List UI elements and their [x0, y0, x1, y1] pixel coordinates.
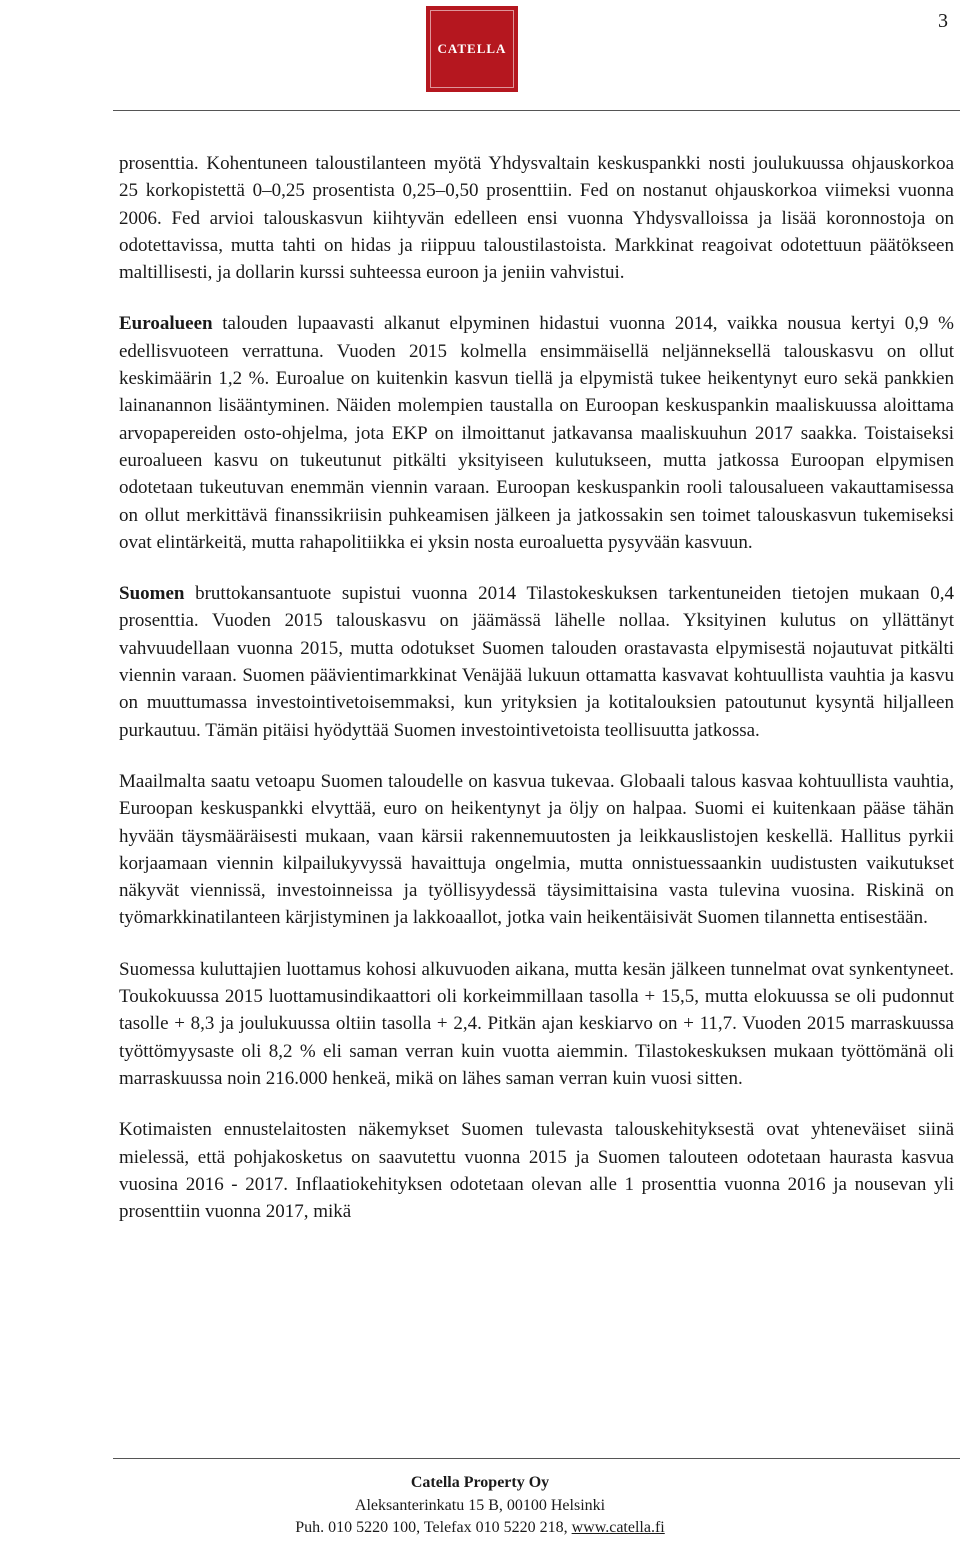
footer-contact [0, 1517, 960, 1540]
logo-text: CATELLA [437, 41, 507, 56]
page-number: 3 [938, 10, 948, 32]
footer-divider [113, 1458, 960, 1459]
footer-phone: Puh. 010 5220 100, Telefax 010 5220 218, [295, 1519, 572, 1536]
body-text [119, 150, 954, 1249]
header-divider [113, 110, 960, 111]
paragraph-text: Suomessa kuluttajien luottamus kohosi alkuvuoden aikana, mutta kesän jälkeen tunnelmat ovat synkentyneet. Toukokuussa 2015 luottamusindikaattori oli korkeimmillaan tasolla + 15,5, mutta elokuussa se oli pudonnut tasolle + 8,3 ja joulukuussa oltiin tasolla + 2,4. Pitkän ajan keskiarvo on + 11,7. Vuoden 2015 marraskuussa työttömyysaste oli 8,2 % eli saman verran kuin vuotta aiemmin. Tilastokeskuksen mukaan työttömänä oli marraskuussa noin 216.000 henkeä, mikä on lähes saman verran kuin vuosi sitten. [119, 958, 954, 1089]
paragraph-lead: Euroalueen [119, 313, 213, 335]
footer-address: Aleksanterinkatu 15 B, 00100 Helsinki [354, 1496, 606, 1514]
paragraph-text: Kotimaisten ennustelaitosten näkemykset Suomen tulevasta talouskehityksestä ovat yhteneväiset siinä mielessä, että pohjakosketus on saavutettu vuonna 2015 ja Suomen talouteen odotetaan haurasta kasvua vuosina 2016 - 2017. Inflaatiokehityksen odotetaan olevan alle 1 prosenttia vuonna 2016 ja nousevan yli prosenttiin vuonna 2017, mikä [119, 1119, 954, 1223]
footer-company: Catella Property Oy [410, 1474, 550, 1491]
paragraph-lead: Suomen [119, 583, 185, 605]
footer [0, 1472, 960, 1540]
paragraph-suomi [119, 580, 954, 744]
paragraph-ennusteet [119, 1116, 954, 1225]
paragraph-fed [119, 150, 954, 286]
catella-logo [426, 6, 518, 92]
paragraph-maailma [119, 768, 954, 932]
paragraph-euroalue [119, 310, 954, 556]
paragraph-text: Maailmalta saatu vetoapu Suomen taloudelle on kasvua tukevaa. Globaali talous kasvaa kohtuullista vauhtia, Euroopan keskuspankki elvyttää, euro on heikentynyt ja öljy on halpaa. Suomi ei kuitenkaan pääse tähän hyvään täysmääräisesti mukaan, vaan kärsii rakennemuutosten ja leikkauslistojen keskellä. Hallitus pyrkii korjaamaan viennin kilpailukyvyssä havaittuja ongelmia, mutta onnistuessaankin uudistusten vaikutukset näkyvät viennissä, investoinneissa ja työllisyydessä täysimittaisina vasta tulevina vuosina. Riskinä on työmarkkinatilanteen kärjistyminen ja lakkoaallot, jotka vain heikentäisivät Suomen tilannetta entisestään. [119, 770, 954, 929]
paragraph-text: talouden lupaavasti alkanut elpyminen hidastui vuonna 2014, vaikka nousua kertyi 0,9 % edellisvuoteen verrattuna. Vuoden 2015 kolmella ensimmäisellä neljänneksellä talouskasvu on ollut keskimäärin 1,2 %. Euroalue on kuitenkin kasvun tiellä ja elpymistä tukee heikentynyt euro sekä pankkien lainanannon lisääntyminen. Näiden molempien taustalla on Euroopan keskuspankin maaliskuussa aloittama arvopapereiden osto-ohjelma, jota EKP on ilmoittanut jatkavansa maaliskuuhun 2017 saakka. Toistaiseksi euroalueen kasvu on tukeutunut pitkälti yksityiseen kulutukseen, mutta jatkossa Euroopan elpymisen odotetaan tukeutuvan enemmän viennin varaan. Euroopan keskuspankin rooli talousalueen vakauttamisessa on ollut merkittävä finanssikriisin puhkeamisen jälkeen ja jatkossakin sen toimet talouskasvun tukemiseksi ovat elintärkeitä, mutta rahapolitiikka ei yksin nosta euroaluetta pysyvään kasvuun. [119, 313, 954, 553]
paragraph-text: prosenttia. Kohentuneen taloustilanteen myötä Yhdysvaltain keskuspankki nosti joulukuussa ohjauskorkoa 25 korkopistettä 0–0,25 prosentista 0,25–0,50 prosenttiin. Fed on nostanut ohjauskorkoa viimeksi vuonna 2006. Fed arvioi talouskasvun kiihtyvän edelleen ensi vuonna Yhdysvalloissa ja lisää koronnostoja on odotettavissa, mutta tahti on hidas ja riippuu taloustilastoista. Markkinat reagoivat odotettuun päätökseen maltillisesti, ja dollarin kurssi suhteessa euroon ja jeniin vahvistui. [119, 153, 954, 284]
paragraph-kuluttajat [119, 956, 954, 1092]
paragraph-text: bruttokansantuote supistui vuonna 2014 Tilastokeskuksen tarkentuneiden tietojen mukaan 0,4 prosenttia. Vuoden 2015 talouskasvu on jäämässä lähelle nollaa. Yksityinen kulutus on yllättänyt vahvuudellaan vuonna 2015, mutta odotukset Suomen talouden orastavasta elpymisestä nojautuvat pitkälti viennin varaan. Suomen päävientimarkkinat Venäjää lukuun ottamatta kasvavat kohtuullista vauhtia ja kasvu on muuttumassa investointivetoisemmaksi, kun yrityksien ja kotitalouksien patoutunut kysyntä hiljalleen purkautuu. Tämän pitäisi hyödyttää Suomen investointivetoista teollisuutta jatkossa. [119, 583, 954, 741]
website-link[interactable]: www.catella.fi [571, 1519, 665, 1536]
